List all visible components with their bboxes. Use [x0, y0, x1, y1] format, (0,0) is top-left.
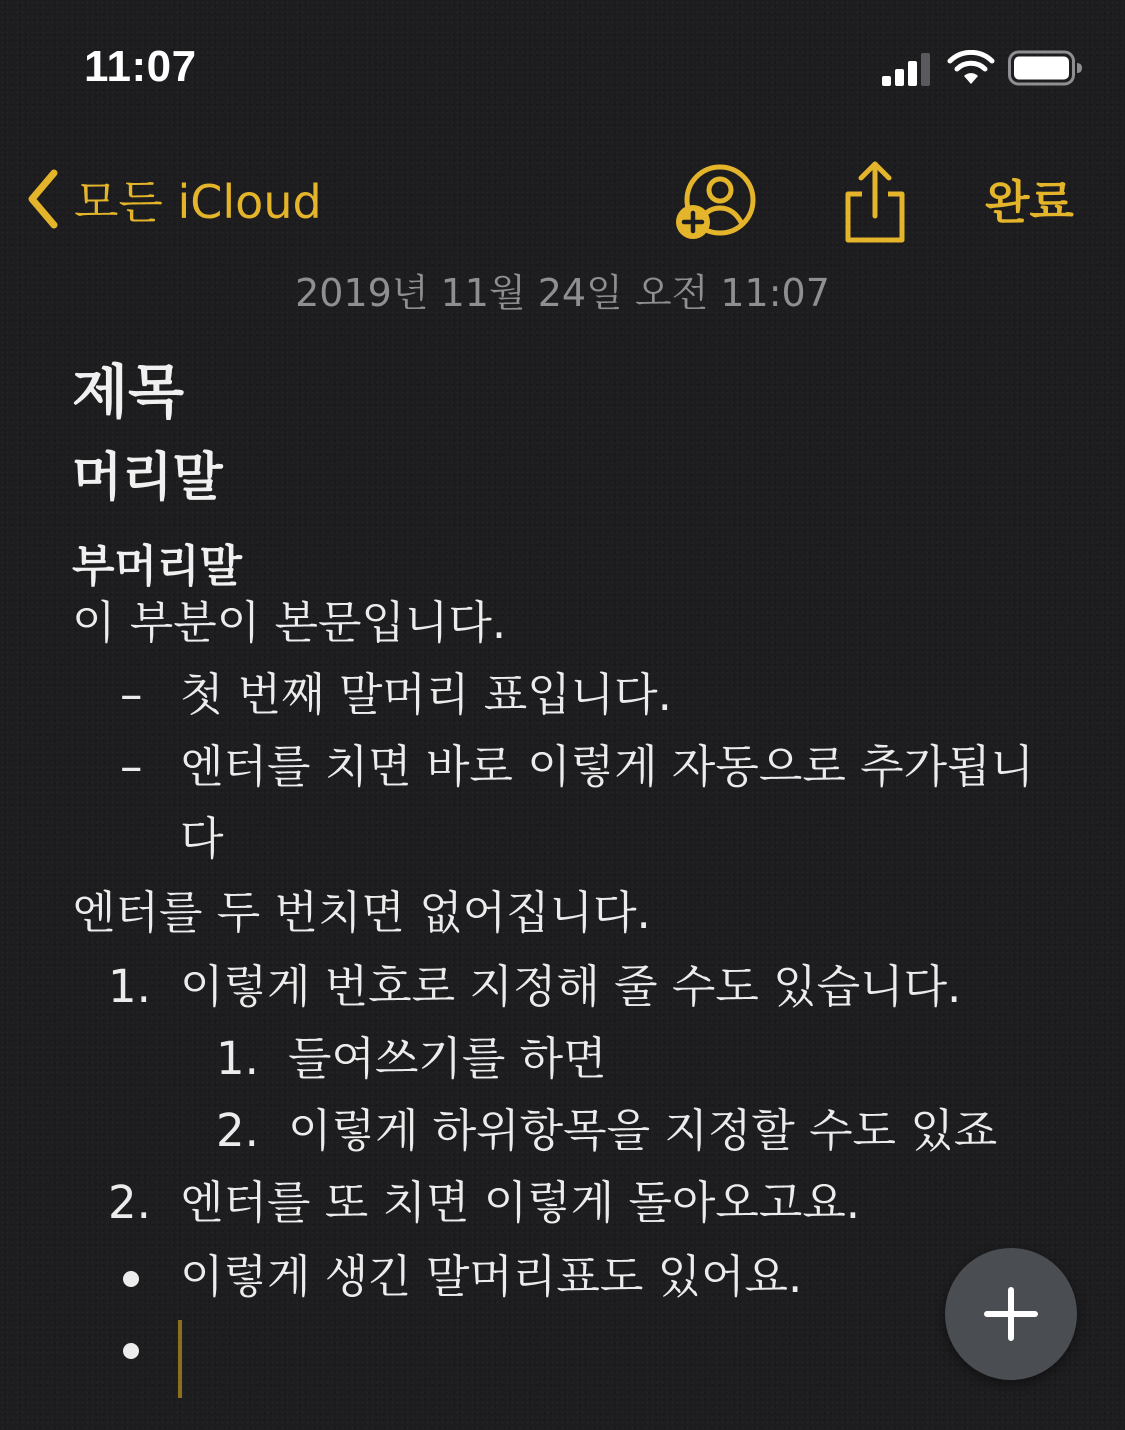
note-title[interactable]: 제목: [72, 358, 185, 426]
list-item-text[interactable]: 엔터를 또 치면 이렇게 돌아오고요.: [180, 1176, 861, 1229]
text-cursor: [178, 1320, 182, 1398]
list-item-text[interactable]: 엔터를 치면 바로 이렇게 자동으로 추가됩니: [180, 740, 1034, 793]
note-body-text[interactable]: 엔터를 두 번치면 없어집니다.: [72, 886, 651, 939]
note-subheading[interactable]: 부머리말: [72, 541, 243, 592]
bullet-marker: [123, 1271, 139, 1287]
add-button[interactable]: [945, 1248, 1077, 1380]
number-marker: 2.: [108, 1176, 151, 1229]
share-icon[interactable]: [838, 158, 912, 246]
plus-icon: [981, 1284, 1041, 1344]
signal-icon: [880, 52, 936, 86]
list-item-text[interactable]: 이렇게 생긴 말머리표도 있어요.: [180, 1250, 803, 1303]
battery-icon: [1008, 50, 1084, 88]
status-bar: [0, 0, 1125, 130]
number-marker: 2.: [216, 1104, 259, 1157]
done-button[interactable]: 완료: [985, 175, 1074, 229]
add-person-icon[interactable]: [672, 162, 762, 242]
note-body-text[interactable]: 이 부분이 본문입니다.: [72, 596, 507, 649]
number-marker: 1.: [108, 960, 151, 1013]
number-marker: 1.: [216, 1032, 259, 1085]
nav-bar: [0, 150, 1125, 250]
list-item-text[interactable]: 들여쓰기를 하면: [288, 1032, 607, 1085]
note-heading[interactable]: 머리말: [72, 448, 223, 508]
chevron-left-icon: [24, 167, 64, 231]
list-item-text-continuation[interactable]: 다: [180, 812, 224, 865]
back-label: 모든 iCloud: [74, 175, 322, 229]
back-button[interactable]: [24, 164, 322, 234]
dash-marker: –: [120, 740, 143, 793]
list-item-text[interactable]: 이렇게 번호로 지정해 줄 수도 있습니다.: [180, 960, 962, 1013]
status-time: 11:07: [84, 42, 197, 91]
list-item-text[interactable]: 첫 번째 말머리 표입니다.: [180, 668, 672, 721]
list-item-text[interactable]: 이렇게 하위항목을 지정할 수도 있죠: [288, 1104, 998, 1157]
note-date: 2019년 11월 24일 오전 11:07: [295, 271, 830, 315]
bullet-marker: [123, 1343, 139, 1359]
wifi-icon: [946, 50, 996, 86]
dash-marker: –: [120, 668, 143, 721]
